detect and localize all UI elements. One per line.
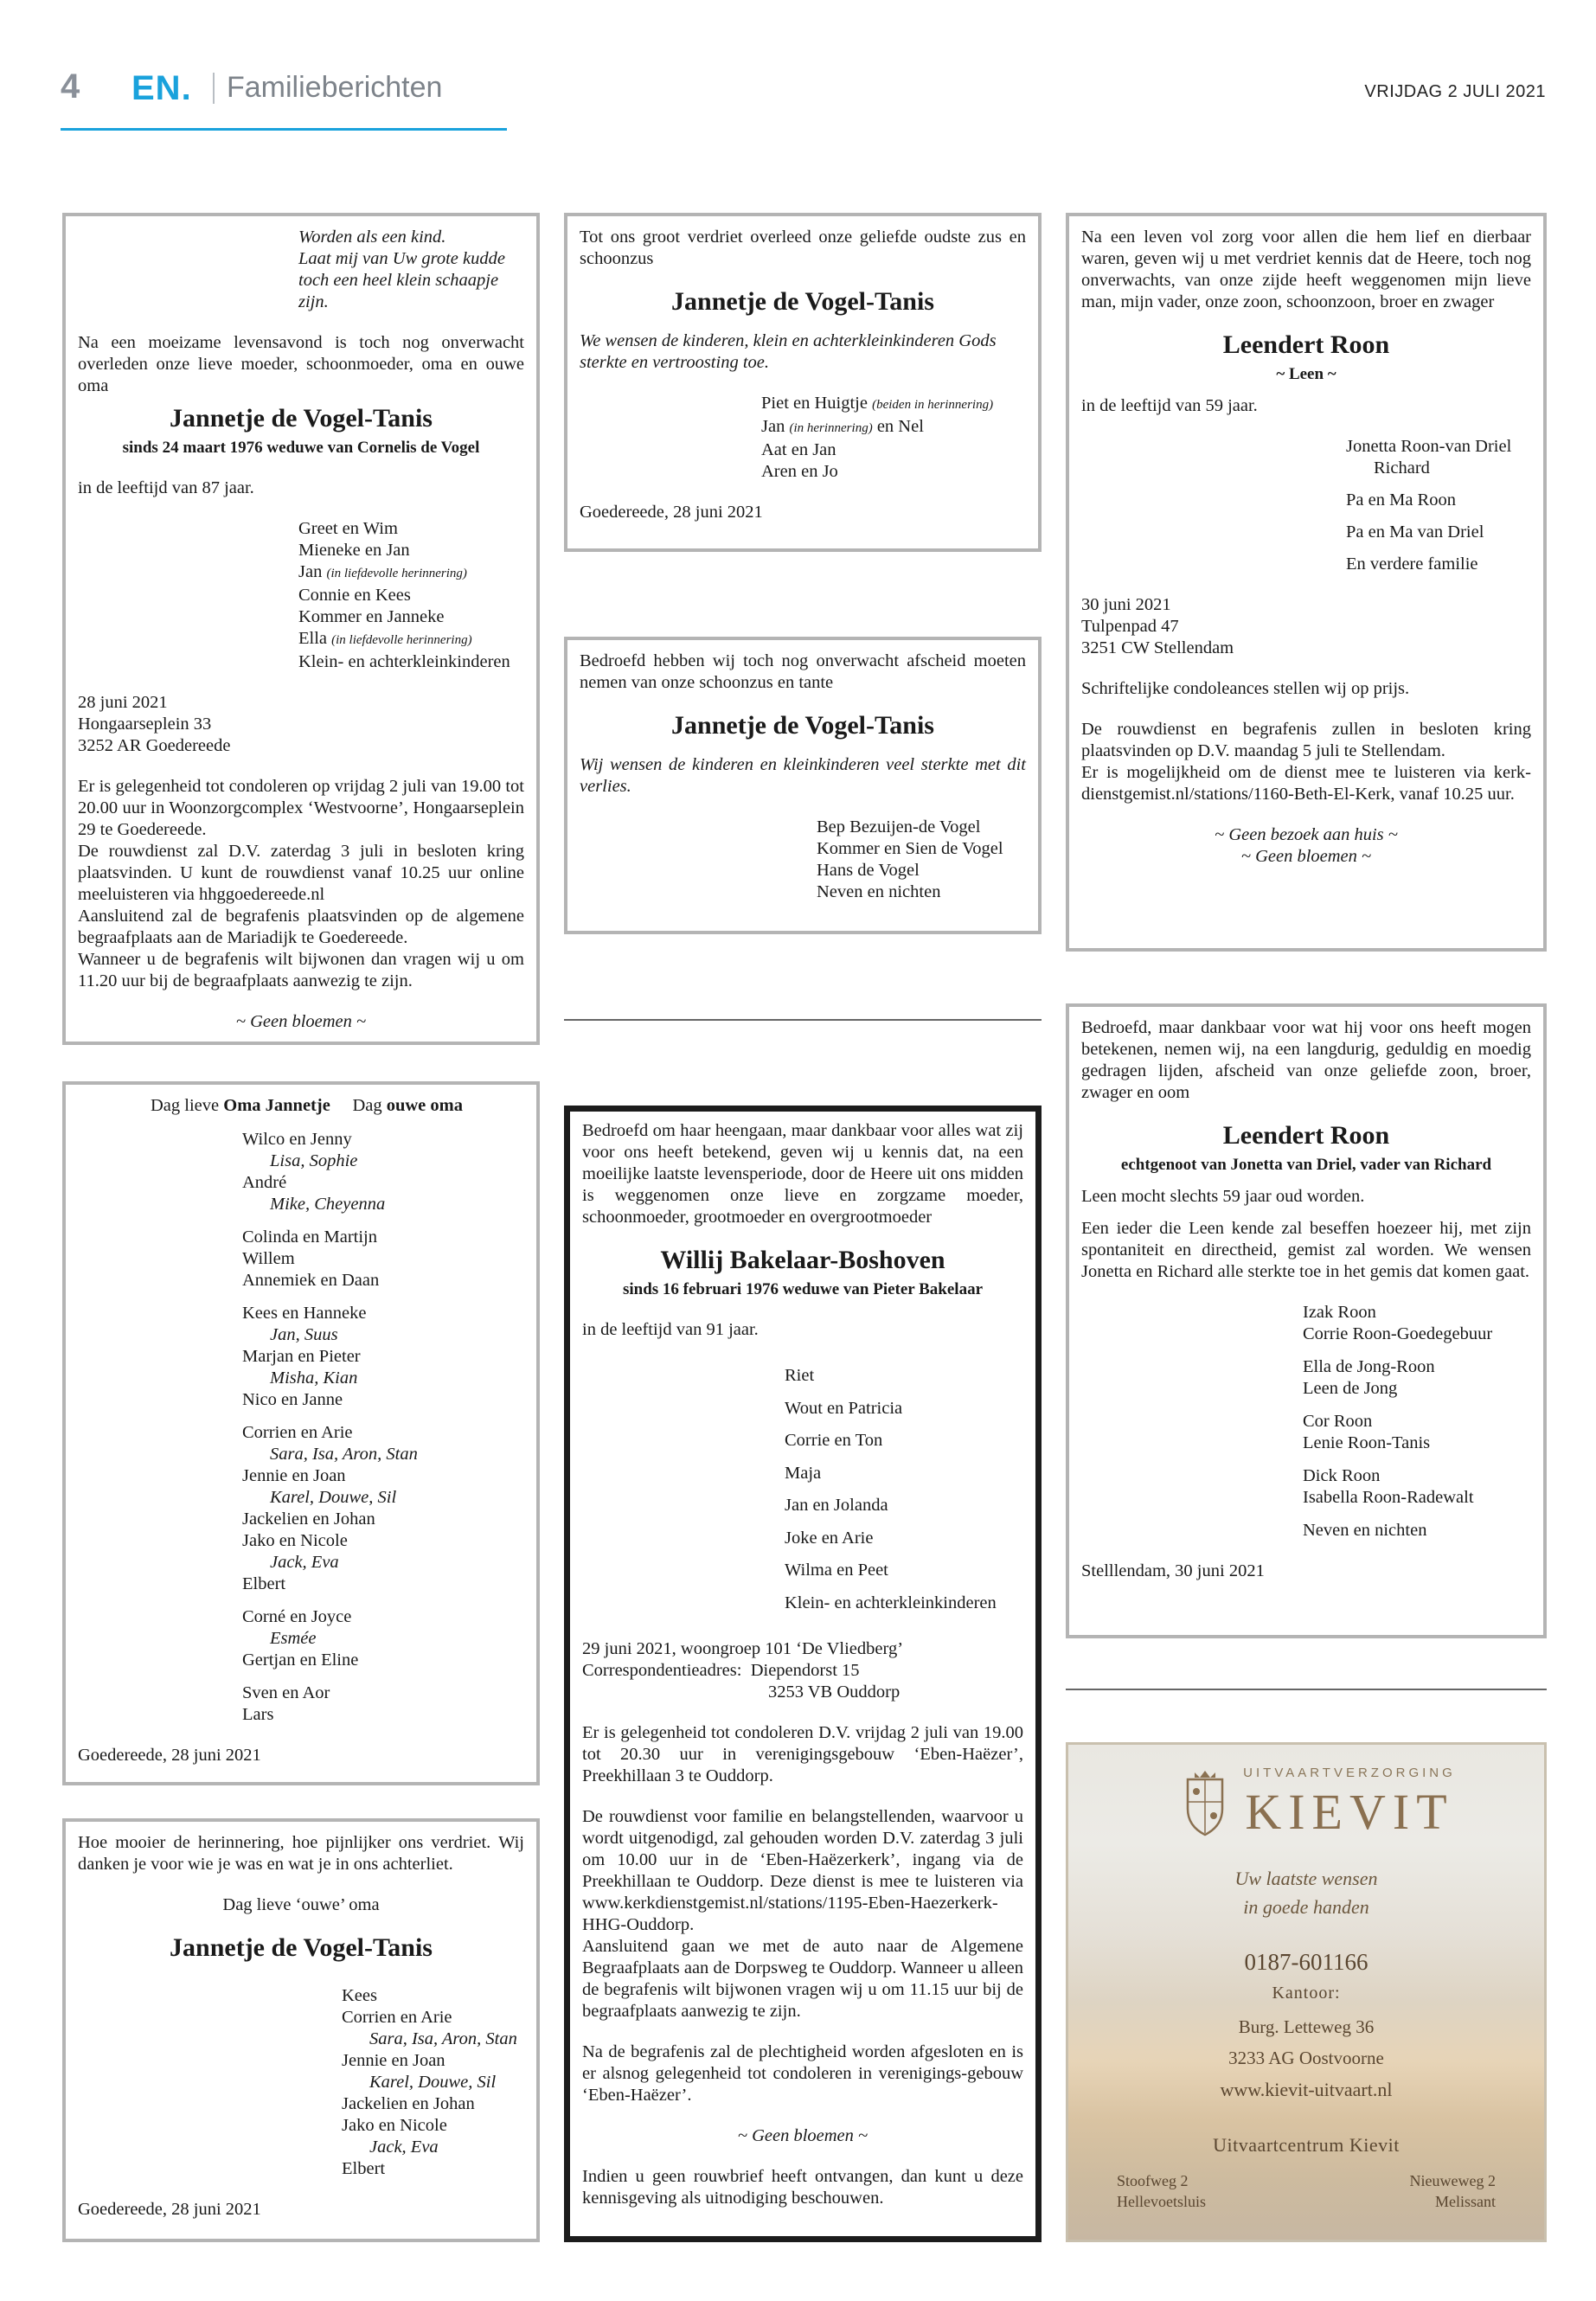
deceased-subtitle: echtgenoot van Jonetta van Driel, vader van Richard: [1120, 1156, 1492, 1174]
family-group: Ella de Jong-Roon Leen de Jong: [1303, 1357, 1435, 1398]
service-info: De rouwdienst zal D.V. zaterdag 3 juli in besloten kring plaatsvinden. U kunt de rouwdienst vanaf 10.25 uur online meeluisteren via hhggoedereede.nl: [78, 842, 524, 904]
header-rule: [61, 128, 507, 131]
intro-text: Bedroefd hebben wij toch nog onverwacht afscheid moeten nemen van onze schoonzus en tante: [580, 651, 1026, 692]
family-list: Jonetta Roon-van Driel Richard Pa en Ma Roon Pa en Ma van Driel En verdere familie: [1346, 437, 1512, 574]
correspondence-city: 3253 VB Ouddorp: [768, 1682, 901, 1702]
family-member: Connie en Kees: [298, 586, 411, 605]
place-date: Goedereede, 28 juni 2021: [580, 503, 763, 522]
obituary-jannetje-1: [62, 213, 540, 1045]
burial-info: Aansluitend gaan we met de auto naar de Algemene Begraafplaats aan de Dorpsweg te Ouddorp. Wanneer u alleen de begrafenis wilt bijwonen vragen wij u om 11.15 uur bij de begraafplaats aanwezig te zijn.: [582, 1937, 1023, 2021]
deceased-name: Willij Bakelaar-Boshoven: [660, 1246, 945, 1274]
section-title: Familieberichten: [227, 71, 443, 104]
brand-tagline: UITVAARTVERZORGING: [1243, 1766, 1456, 1780]
verse-line: Laat mij van Uw grote kudde: [298, 249, 505, 268]
age-line: Leen mocht slechts 59 jaar oud worden.: [1081, 1187, 1365, 1206]
place-date: Stelllendam, 30 juni 2021: [1081, 1561, 1265, 1580]
obituary-jannetje-zus: [564, 213, 1042, 552]
verse-line: toch een heel klein schaapje zijn.: [298, 271, 499, 311]
intro-text: Bedroefd, maar dankbaar voor wat hij voor ons heeft mogen betekenen, nemen wij, na een langdurig, geduldig en moedig gedragen lijden, afscheid van onze geliefde zoon, broer, zwager en oom: [1081, 1018, 1531, 1102]
family-list: [1303, 1302, 1531, 1541]
obituary-dag-oma: [62, 1081, 540, 1785]
location-right: Nieuweweg 2 Melissant: [1409, 2172, 1496, 2210]
kievit-advertisement: [1066, 1742, 1547, 2242]
wish-text: We wensen de kinderen, klein en achterkleinkinderen Gods sterkte en vertroosting toe.: [580, 331, 997, 372]
deceased-name: Leendert Roon: [1222, 1121, 1390, 1150]
family-member: Kommer en Janneke: [298, 607, 445, 626]
condolence-info: Er is gelegenheid tot condoleren op vrijdag 2 juli van 19.00 tot 20.00 uur in Woonzorgcomplex ‘Westvoorne’, Hongaarseplein 29 te Goedereede.: [78, 777, 524, 839]
page-number: 4: [61, 67, 80, 106]
verse-line: Worden als een kind.: [298, 228, 446, 247]
deceased-name: Jannetje de Vogel-Tanis: [671, 287, 934, 316]
intro-text: Bedroefd om haar heengaan, maar dankbaar voor alles wat zij voor ons heeft betekend, geven wij u kennis dat, na een moeilijke laatste levensperiode, door de Heere uit ons midden is weggenomen onze lieve en zorgzame moeder, schoonmoeder, grootmoeder en overgrootmoeder: [582, 1121, 1023, 1227]
intro-text: Na een leven vol zorg voor allen die hem lief en dierbaar waren, geven wij u met verdriet kennis dat de Heere, toch nog onverwachts, van onze zijde heeft weggenomen mijn lieve man, mijn vader, onze zoon, schoonzoon, broer en zwager: [1081, 228, 1531, 311]
phone-number: 0187-601166: [1244, 1949, 1368, 1975]
family-group: Colinda en Martijn Willem Annemiek en Daan: [242, 1227, 380, 1290]
newspaper-logo: EN.: [131, 69, 192, 107]
centre-name: Uitvaartcentrum Kievit: [1213, 2134, 1400, 2156]
family-member: Mieneke en Jan: [298, 541, 410, 560]
date-line: 29 juni 2021, woongroep 101 ‘De Vliedberg’: [582, 1639, 904, 1658]
obituary-jannetje-tante: [564, 637, 1042, 934]
flowers-note: ~ Geen bloemen ~: [235, 1012, 367, 1031]
greeting: Dag lieve ‘ouwe’ oma: [222, 1895, 380, 1914]
place-date: Goedereede, 28 juni 2021: [78, 1746, 261, 1765]
family-group: Corné en Joyce Esmée Gertjan en Eline: [242, 1607, 359, 1670]
family-member: Jan (in liefdevolle herinnering): [298, 562, 467, 581]
header-divider: [213, 73, 215, 104]
service-info: De rouwdienst en begrafenis zullen in besloten kring plaatsvinden op D.V. maandag 5 juli te Stellendam.: [1081, 720, 1531, 760]
wish-text: Wij wensen de kinderen en kleinkinderen veel sterkte met dit verlies.: [580, 755, 1026, 796]
family-member: Klein- en achterkleinkinderen: [298, 652, 510, 671]
remembrance-text: Een ieder die Leen kende zal beseffen hoezeer hij, met zijn spontaniteit en directheid, gemist zal worden. We wensen Jonetta en Richard alle sterkte toe in het gemis dat komen gaat.: [1081, 1219, 1531, 1281]
grandchildren-list: [242, 1129, 524, 1726]
deceased-name: Jannetje de Vogel-Tanis: [671, 711, 934, 740]
slogan: Uw laatste wensen in goede handen: [1234, 1868, 1378, 1918]
closing-info: Na de begrafenis zal de plechtigheid worden afgesloten en is er alsnog gelegenheid tot condoleren in verenigings-gebouw ‘Eben-Haëzer’.: [582, 2042, 1023, 2105]
no-visit-note: ~ Geen bezoek aan huis ~: [1215, 825, 1398, 844]
intro-text: Na een moeizame levensavond is toch nog onverwacht overleden onze lieve moeder, schoonmoeder, oma en ouwe oma: [78, 333, 524, 395]
address-block: 28 juni 2021 Hongaarseplein 33 3252 AR Goedereede: [78, 693, 231, 755]
family-group: Cor Roon Lenie Roon-Tanis: [1303, 1412, 1431, 1452]
address-block: 30 juni 2021 Tulpenpad 47 3251 CW Stellendam: [1081, 595, 1234, 657]
verse: [298, 227, 524, 313]
deceased-nickname: ~ Leen ~: [1276, 365, 1336, 383]
age-text: in de leeftijd van 87 jaar.: [78, 478, 254, 497]
deceased-name: Jannetje de Vogel-Tanis: [170, 404, 433, 433]
family-group: Kees en Hanneke Jan, Suus Marjan en Pieter Misha, Kian Nico en Janne: [242, 1304, 367, 1409]
column-divider: [1066, 1689, 1547, 1690]
column-divider: [564, 1019, 1042, 1021]
correspondence: Correspondentieadres: Diependorst 15: [582, 1661, 860, 1680]
burial-info: Aansluitend zal de begrafenis plaatsvinden op de algemene begraafplaats aan de Mariadijk te Goedereede.: [78, 907, 524, 947]
deceased-subtitle: sinds 24 maart 1976 weduwe van Cornelis de Vogel: [122, 439, 480, 457]
obituary-leendert-1: [1066, 213, 1547, 952]
age-text: in de leeftijd van 91 jaar.: [582, 1320, 759, 1339]
issue-date: VRIJDAG 2 JULI 2021: [1364, 82, 1546, 101]
flowers-note: ~ Geen bloemen ~: [1240, 847, 1372, 866]
location-left: Stoofweg 2 Hellevoetsluis: [1117, 2172, 1206, 2210]
family-group: Izak Roon Corrie Roon-Goedegebuur: [1303, 1303, 1493, 1343]
listen-info: Er is mogelijkheid om de dienst mee te luisteren via kerk-dienstgemist.nl/stations/1160-Beth-El-Kerk, vanaf 10.25 uur.: [1081, 763, 1531, 804]
office-label: Kantoor:: [1272, 1984, 1341, 2003]
greeting: Dag lieve Oma Jannetje Dag ouwe oma: [151, 1096, 463, 1115]
family-group: Corrien en Arie Sara, Isa, Aron, Stan Jennie en Joan Karel, Douwe, Sil Jackelien en Johan Jako en Nicole Jack, Eva Elbert: [242, 1423, 418, 1593]
family-list: Kees Corrien en Arie Sara, Isa, Aron, Stan Jennie en Joan Karel, Douwe, Sil Jackelien en Johan Jako en Nicole Jack, Eva Elbert: [342, 1986, 517, 2178]
obituary-willij: [564, 1106, 1042, 2242]
family-group: Neven en nichten: [1303, 1521, 1427, 1540]
family-member: Ella (in liefdevolle herinnering): [298, 629, 472, 648]
family-list: Riet Wout en Patricia Corrie en Ton Maja Jan en Jolanda Joke en Arie Wilma en Peet Klein- en achterkleinkinderen: [785, 1366, 997, 1612]
attendance-info: Wanneer u de begrafenis wilt bijwonen dan vragen wij u om 11.20 uur bij de begraafplaats aanwezig te zijn.: [78, 950, 524, 990]
family-group: Wilco en Jenny Lisa, Sophie André Mike, Cheyenna: [242, 1130, 386, 1214]
brand-name: KIEVIT: [1245, 1784, 1454, 1840]
written-condolences: Schriftelijke condoleances stellen wij op prijs.: [1081, 679, 1410, 698]
obituary-leendert-2: [1066, 1003, 1547, 1638]
family-group: Sven en Aor Lars: [242, 1683, 330, 1724]
office-street: Burg. Letteweg 36: [1238, 2016, 1375, 2037]
intro-text: Hoe mooier de herinnering, hoe pijnlijker ons verdriet. Wij danken je voor wie je was en wat je in ons achterliet.: [78, 1833, 524, 1874]
obituary-ouwe-oma: [62, 1818, 540, 2242]
invitation-notice: Indien u geen rouwbrief heeft ontvangen, dan kunt u deze kennisgeving als uitnodiging beschouwen.: [582, 2167, 1023, 2208]
website: www.kievit-uitvaart.nl: [1220, 2079, 1393, 2100]
office-city: 3233 AG Oostvoorne: [1228, 2048, 1384, 2068]
family-group: Dick Roon Isabella Roon-Radewalt: [1303, 1466, 1474, 1507]
intro-text: Tot ons groot verdriet overleed onze geliefde oudste zus en schoonzus: [580, 228, 1026, 268]
deceased-name: Jannetje de Vogel-Tanis: [170, 1933, 433, 1962]
deceased-subtitle: sinds 16 februari 1976 weduwe van Pieter Bakelaar: [622, 1280, 984, 1298]
family-list: Bep Bezuijen-de Vogel Kommer en Sien de Vogel Hans de Vogel Neven en nichten: [817, 817, 1003, 901]
place-date: Goedereede, 28 juni 2021: [78, 2200, 261, 2219]
service-info: De rouwdienst voor familie en belangstellenden, waarvoor u wordt uitgenodigd, zal gehouden worden D.V. zaterdag 3 juli om 10.00 uur in de ‘Eben-Haëzerkerk’, ingang via de Preekhillaan te Ouddorp. Deze dienst is mee te luisteren via www.kerkdienstgemist.nl/stations/1195-Eben-Haezerkerk-HHG-Ouddorp.: [582, 1807, 1023, 1934]
condolence-info: Er is gelegenheid tot condoleren D.V. vrijdag 2 juli van 19.00 tot 20.30 uur in verenigingsgebouw ‘Eben-Haëzer’, Preekhillaan 3 te Ouddorp.: [582, 1723, 1023, 1785]
age-text: in de leeftijd van 59 jaar.: [1081, 396, 1258, 415]
deceased-name: Leendert Roon: [1222, 330, 1390, 359]
flowers-note: ~ Geen bloemen ~: [737, 2126, 869, 2145]
family-list: [298, 518, 524, 673]
family-member: Greet en Wim: [298, 519, 398, 538]
family-list: Piet en Huigtje (beiden in herinnering) Jan (in herinnering) en Nel Aat en Jan Aren en Jo: [761, 394, 994, 481]
